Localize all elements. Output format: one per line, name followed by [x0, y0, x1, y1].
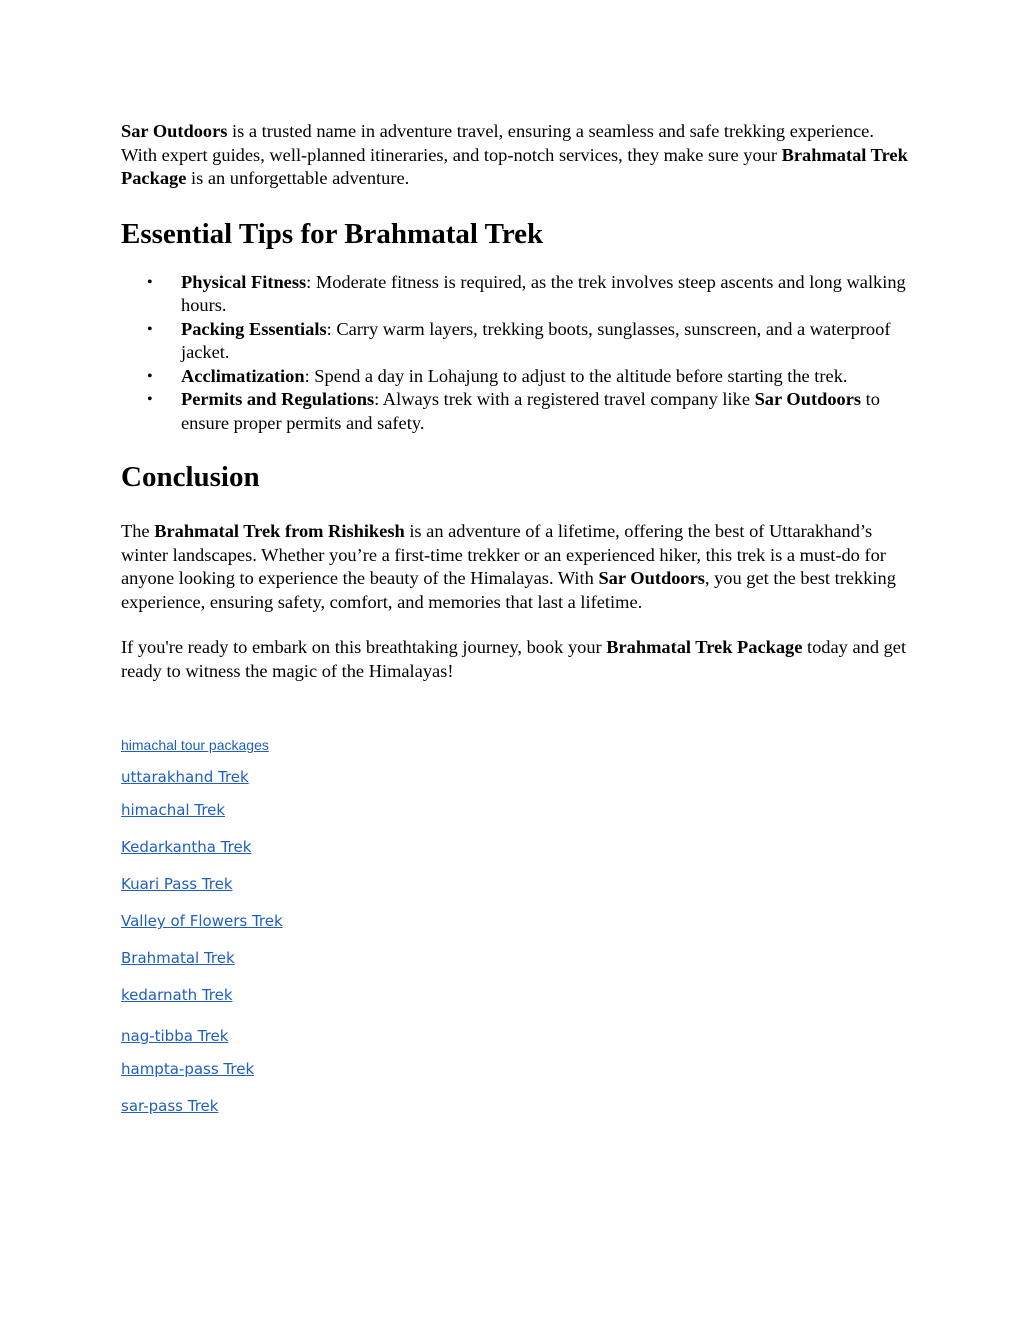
concl-bold-brand: Sar Outdoors: [598, 568, 705, 588]
link-nag-tibba-trek[interactable]: nag-tibba Trek: [121, 1027, 229, 1045]
concl-text-2: is an adventure of a lifetime, offering the best of Uttarakhand’s winter landscapes. Whether you’re a first-time trekker or an experienced hiker, this trek is a must-do for anyone looking to experience the beauty of the Himalayas. With: [121, 521, 886, 588]
tip-item-physical-fitness: [121, 271, 911, 318]
conclusion-paragraph-2: [121, 636, 911, 683]
document-page: [121, 120, 911, 1116]
concl-bold-trek: Brahmatal Trek from Rishikesh: [154, 521, 405, 541]
tip-text: : Carry warm layers, trekking boots, sunglasses, sunscreen, and a waterproof jacket.: [181, 318, 891, 362]
bullet-icon: •: [147, 273, 153, 291]
bullet-icon: •: [147, 391, 153, 408]
bullet-icon: •: [147, 320, 153, 338]
concl-text-3: , you get the best trekking experience, ensuring safety, comfort, and memories that last a lifetime.: [121, 568, 896, 612]
conclusion-heading: Conclusion: [121, 461, 260, 493]
link-hampta-pass-trek[interactable]: hampta-pass Trek: [121, 1060, 255, 1078]
tips-heading: Essential Tips for Brahmatal Trek: [121, 217, 544, 250]
tip-item-permits: [121, 388, 911, 435]
tips-list: [121, 271, 911, 436]
conclusion-paragraph-1: [121, 520, 911, 614]
link-kedarkantha-trek[interactable]: Kedarkantha Trek: [121, 838, 252, 856]
trek-links: [121, 735, 911, 1116]
tip-item-acclimatization: [121, 365, 911, 389]
tip-label: Permits and Regulations: [181, 389, 375, 409]
bullet-icon: •: [147, 367, 153, 385]
link-uttarakhand-trek[interactable]: uttarakhand Trek: [121, 768, 249, 786]
link-brahmatal-trek[interactable]: Brahmatal Trek: [121, 949, 235, 967]
intro-text-2: is an unforgettable adventure.: [186, 168, 410, 188]
intro-text-1: is a trusted name in adventure travel, ensuring a seamless and safe trekking experience. With expert guides, well-planned itineraries, and top-notch services, they make sure your: [121, 121, 874, 165]
concl-p2-text-2: today and get ready to witness the magic of the Himalayas!: [121, 637, 907, 681]
link-sar-pass-trek[interactable]: sar-pass Trek: [121, 1097, 219, 1115]
link-himachal-trek[interactable]: himachal Trek: [121, 801, 226, 819]
link-kuari-pass-trek[interactable]: Kuari Pass Trek: [121, 875, 233, 893]
tip-text: : Spend a day in Lohajung to adjust to the altitude before starting the trek.: [304, 365, 848, 386]
tip-label: Acclimatization: [181, 365, 305, 386]
tip-item-packing-essentials: [121, 318, 911, 365]
link-himachal-tour-packages[interactable]: himachal tour packages: [121, 737, 269, 753]
intro-paragraph: [121, 120, 911, 191]
concl-p2-text-1: If you're ready to embark on this breathtaking journey, book your: [121, 637, 607, 657]
intro-bold-package: Brahmatal Trek Package: [121, 144, 908, 188]
tip-text: : Moderate fitness is required, as the trek involves steep ascents and long walking hours.: [181, 271, 906, 315]
tip-text-2: to ensure proper permits and safety.: [181, 389, 880, 433]
link-valley-of-flowers-trek[interactable]: Valley of Flowers Trek: [121, 912, 283, 930]
tip-bold-brand: Sar Outdoors: [754, 389, 862, 409]
concl-text-1: The: [121, 521, 155, 541]
intro-bold-brand: Sar Outdoors: [121, 121, 228, 141]
tip-text: : Always trek with a registered travel company like: [374, 389, 755, 409]
tip-label: Packing Essentials: [181, 318, 327, 339]
concl-p2-bold-package: Brahmatal Trek Package: [606, 637, 803, 657]
link-kedarnath-trek[interactable]: kedarnath Trek: [121, 986, 233, 1004]
tip-label: Physical Fitness: [181, 271, 307, 292]
